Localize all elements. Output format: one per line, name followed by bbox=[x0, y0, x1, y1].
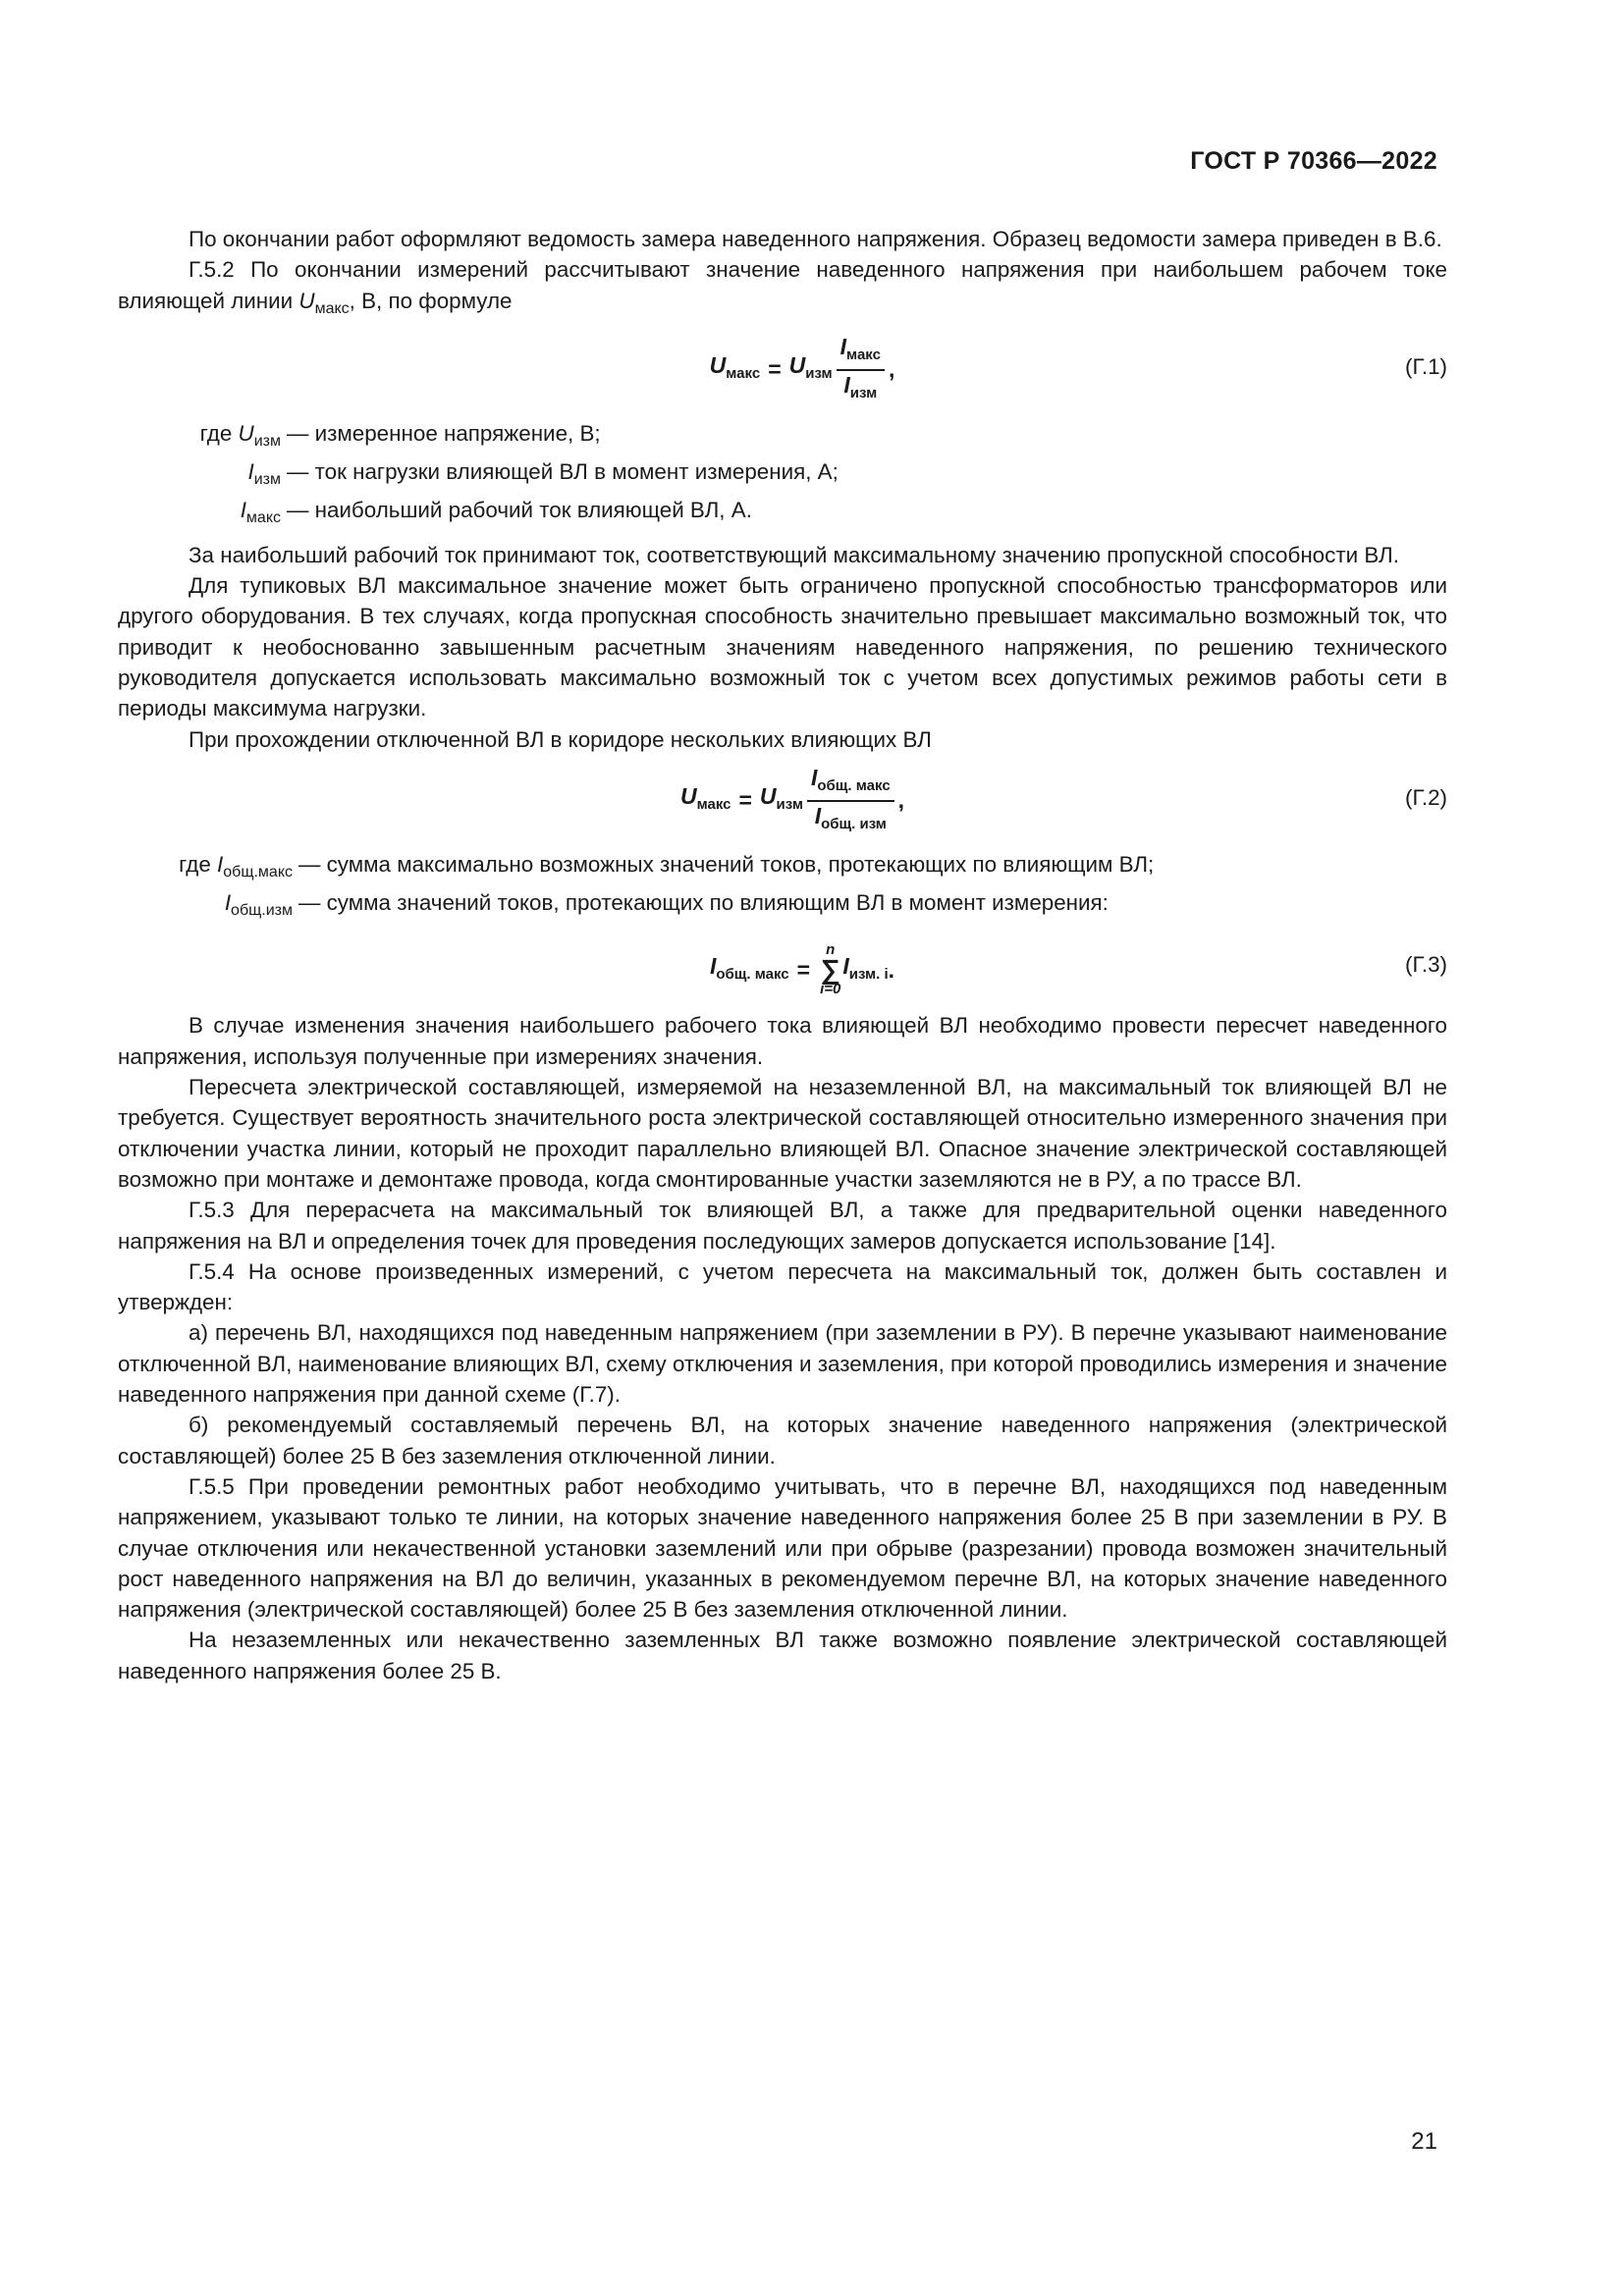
formula-tail: . bbox=[888, 956, 895, 983]
formula-g3-expression bbox=[118, 935, 1447, 1004]
formula-g3 bbox=[118, 935, 1447, 1004]
formula-lhs: $U_{макс}$ bbox=[709, 352, 761, 383]
paragraph-g52 bbox=[118, 254, 1447, 324]
paragraph: За наибольший рабочий ток принимают ток, соответствующий максимальному значению пропускной способности ВЛ. bbox=[189, 542, 1399, 567]
where-description: — измеренное напряжение, В; bbox=[287, 420, 601, 446]
formula-g1-number: (Г.1) bbox=[1405, 353, 1447, 379]
formula-tail: , bbox=[888, 356, 895, 383]
paragraph: Для тупиковых ВЛ максимальное значение может быть ограничено пропускной способностью трансформаторов или другого оборудования. В тех случаях, когда пропускная способность значительно превышает максимально возможный ток, что приводит к необоснованно завышенным расчетным значениям наведенного напряжения, по решению технического руководителя допускается использовать максимально возможный ток с учетом всех допустимых режимов работы сети в периоды максимума нагрузки. bbox=[118, 573, 1447, 721]
symbol: U bbox=[298, 288, 315, 313]
fraction-numerator: $I_{общ. макс}$ bbox=[807, 765, 894, 802]
summation-lower-limit: i=0 bbox=[820, 981, 841, 998]
paragraph: На незаземленных или некачественно заземленных ВЛ также возможно появление электрической составляющей наведенного напряжения более 25 В. bbox=[118, 1628, 1447, 1683]
paragraph: Г.5.4 На основе произведенных измерений, с учетом пересчета на максимальный ток, должен быть составлен и утвержден: bbox=[118, 1258, 1447, 1315]
paragraph: Г.5.3 Для перерасчета на максимальный ток влияющей ВЛ, а также для предварительной оценки наведенного напряжения на ВЛ и определения точек для проведения последующих замеров допускается использование [14]. bbox=[118, 1198, 1447, 1254]
formula-g1 bbox=[118, 333, 1447, 402]
formula-equals: = bbox=[738, 787, 752, 814]
paragraph: Г.5.5 При проведении ремонтных работ необходимо учитывать, что в перечне ВЛ, находящихся под наведенным напряжением, указывают только те линии, на которых значение наведенного напряжения более 25 В при заземлении в РУ. В случае отключения или некачественной установки заземлений или при обрыве (разрезании) провода возможен значительный рост наведенного напряжения на ВЛ до величин, указанных в рекомендуемом перечне ВЛ, на которых значение наведенного напряжения (электрической составляющей) более 25 В без заземления отключенной линии. bbox=[118, 1473, 1447, 1623]
formula-rhs: $U_{изм}$ bbox=[759, 783, 803, 814]
formula-g2-expression bbox=[118, 764, 1447, 833]
fraction-denominator: $I_{изм}$ bbox=[843, 371, 878, 401]
summation-sign: ∑ bbox=[820, 954, 840, 986]
summation-upper-limit: n bbox=[826, 941, 836, 959]
document-code-header: ГОСТ Р 70366—2022 bbox=[1190, 147, 1437, 175]
formula-fraction bbox=[807, 765, 894, 837]
where-description: — наибольший рабочий ток влияющей ВЛ, А. bbox=[287, 498, 752, 523]
formula-summation bbox=[820, 943, 840, 996]
where-symbol: где $U_{изм}$ bbox=[199, 420, 281, 450]
formula-tail: , bbox=[897, 787, 905, 814]
formula-rhs: $U_{изм}$ bbox=[788, 352, 833, 383]
paragraph: В случае изменения значения наибольшего рабочего тока влияющей ВЛ необходимо провести пересчет наведенного напряжения, используя полученные при измерениях значения. bbox=[118, 1013, 1447, 1069]
formula-equals: = bbox=[768, 356, 782, 383]
formula-g1-expression bbox=[118, 333, 1447, 402]
formula-lhs: $I_{общ. макс}$ bbox=[709, 952, 789, 983]
where-description: — сумма максимально возможных значений токов, протекающих по влияющим ВЛ; bbox=[298, 851, 1155, 877]
list-item-b: б) рекомендуемый составляемый перечень ВЛ, на которых значение наведенного напряжения (электрической составляющей) более 25 В без заземления отключенной линии. bbox=[118, 1413, 1447, 1468]
where-list-2 bbox=[118, 849, 1447, 927]
formula-g2 bbox=[118, 764, 1447, 833]
where-symbol: $I_{макс}$ bbox=[240, 498, 281, 527]
formula-term: $I_{изм. i}$ bbox=[842, 952, 889, 983]
formula-lhs: $U_{макс}$ bbox=[679, 783, 731, 814]
paragraph-text: , В, по формуле bbox=[349, 288, 513, 313]
paragraph: Пересчета электрической составляющей, измеряемой на незаземленной ВЛ, на максимальный ток влияющей ВЛ не требуется. Существует вероятность значительного роста электрической составляющей относительно измеренного значения при отключении участка линии, который не проходит параллельно влияющей ВЛ. Опасное значение электрической составляющей возможно при монтаже и демонтаже провода, когда смонтированные участки заземляются не в РУ, а по трассе ВЛ. bbox=[118, 1075, 1447, 1192]
symbol-subscript: макс bbox=[314, 299, 350, 317]
where-description: — сумма значений токов, протекающих по влияющим ВЛ в момент измерения: bbox=[298, 890, 1109, 916]
where-symbol: $I_{изм}$ bbox=[247, 459, 281, 489]
formula-g3-number: (Г.3) bbox=[1405, 952, 1447, 978]
fraction-numerator: $I_{макс}$ bbox=[837, 334, 885, 371]
page-number: 21 bbox=[1411, 2128, 1437, 2155]
where-description: — ток нагрузки влияющей ВЛ в момент измерения, А; bbox=[287, 459, 839, 485]
where-symbol: $I_{общ.изм}$ bbox=[224, 890, 293, 920]
formula-g2-number: (Г.2) bbox=[1405, 784, 1447, 810]
paragraph-text: Г.5.2 По окончании измерений рассчитывают значение наведенного напряжения при наибольшем рабочем токе влияющей линии bbox=[118, 257, 1447, 313]
paragraph: При прохождении отключенной ВЛ в коридоре нескольких влияющих ВЛ bbox=[189, 726, 932, 752]
fraction-denominator: $I_{общ. изм}$ bbox=[814, 802, 887, 832]
where-list-1 bbox=[118, 418, 1447, 534]
paragraph: По окончании работ оформляют ведомость замера наведенного напряжения. Образец ведомости замера приведен в В.6. bbox=[189, 227, 1442, 251]
formula-equals: = bbox=[796, 956, 811, 983]
page-body bbox=[118, 224, 1447, 1686]
formula-fraction bbox=[837, 334, 885, 406]
where-symbol: где $I_{общ.макс}$ bbox=[179, 851, 293, 881]
list-item-a: а) перечень ВЛ, находящихся под наведенным напряжением (при заземлении в РУ). В перечне указывают наименование отключенной ВЛ, наименование влияющих ВЛ, схему отключения и заземления, при которой проводились измерения и значение наведенного напряжения при данной схеме (Г.7). bbox=[118, 1320, 1447, 1408]
